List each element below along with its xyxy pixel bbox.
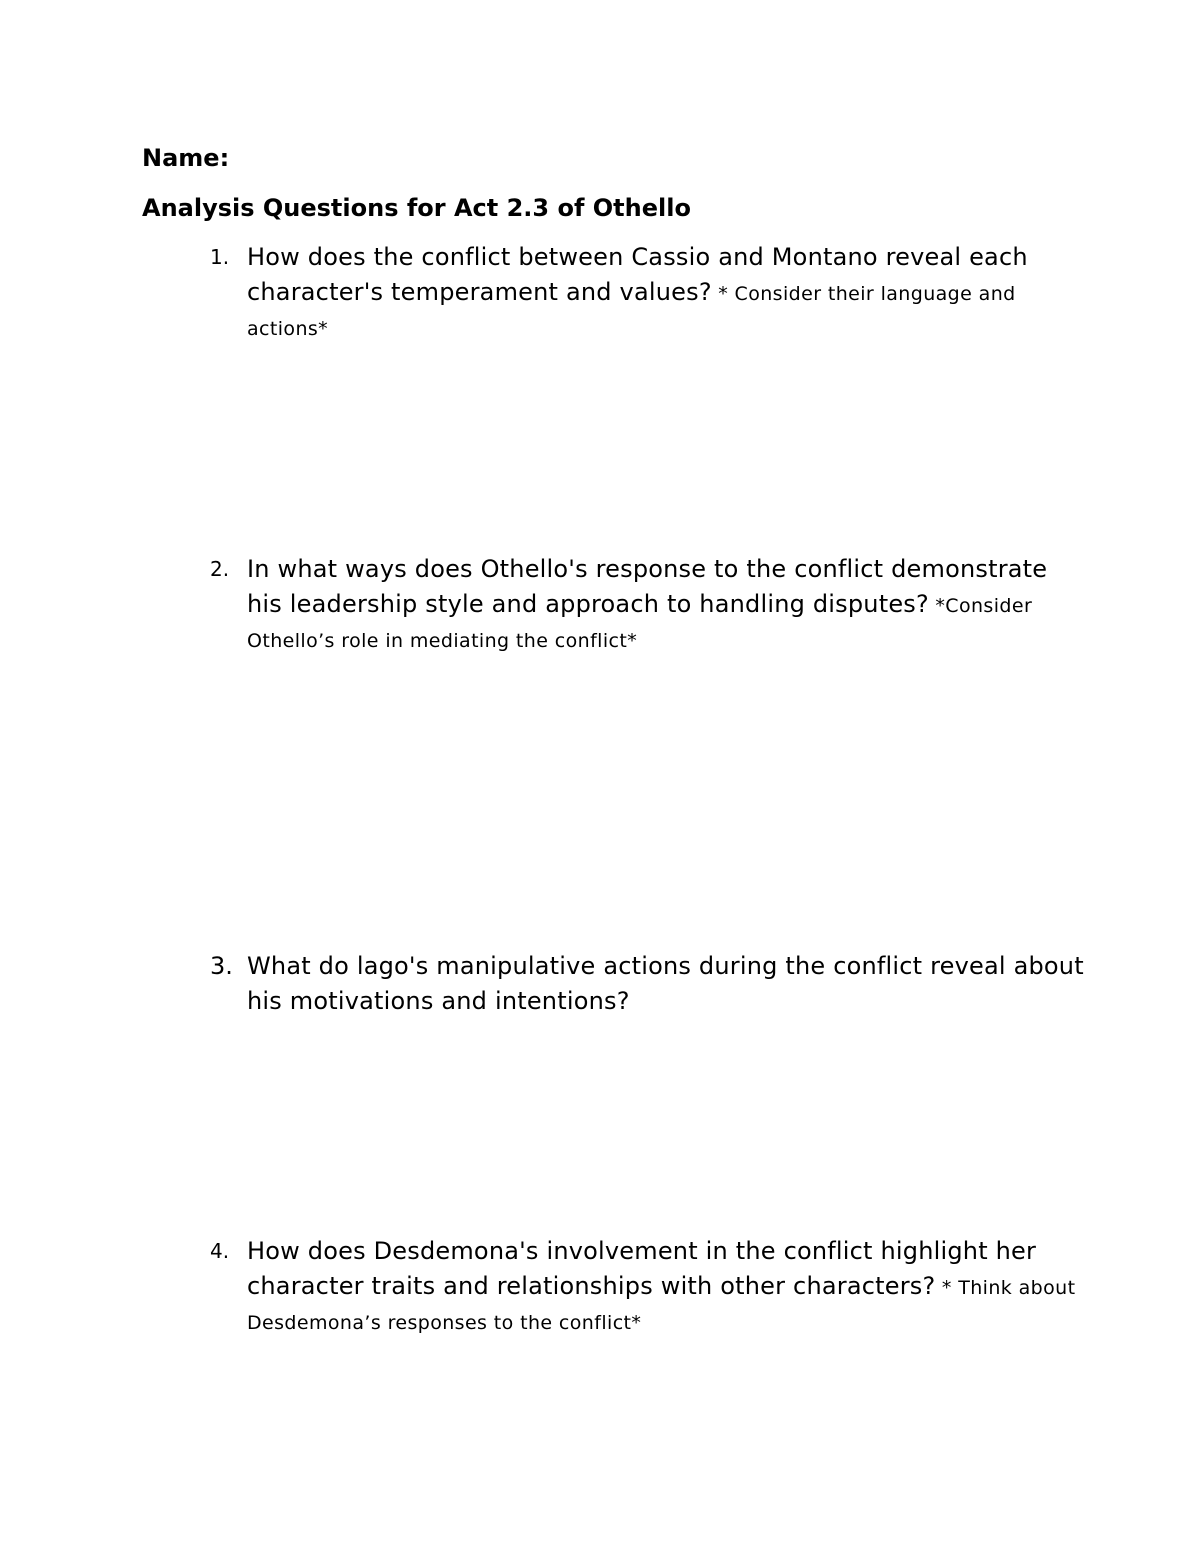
question-number: 3. [210, 952, 233, 980]
question-hint: * Think about Desdemona’s responses to the conflict* [247, 1277, 1076, 1334]
question-text: How does the conflict between Cassio and Montano reveal each character's temperament and values? [247, 243, 1028, 306]
question-text-block [247, 949, 1090, 1019]
question-text: How does Desdemona's involvement in the conflict highlight her character traits and relationships with other characters? [247, 1237, 1037, 1300]
question-text-block [247, 552, 1090, 657]
question-3 [210, 949, 1090, 1019]
question-number: 2. [210, 557, 230, 581]
name-label: Name: [142, 144, 230, 172]
question-hint: *Consider Othello’s role in mediating the conflict* [247, 595, 1033, 652]
question-number: 1. [210, 245, 230, 269]
question-4 [210, 1234, 1090, 1339]
question-2 [210, 552, 1090, 657]
question-1 [210, 240, 1090, 345]
question-hint: * Consider their language and actions* [247, 283, 1016, 340]
question-text: What do lago's manipulative actions during the conflict reveal about his motivations and intentions? [247, 952, 1084, 1015]
question-text: In what ways does Othello's response to the conflict demonstrate his leadership style and approach to handling disputes? [247, 555, 1048, 618]
question-text-block [247, 1234, 1090, 1339]
page-title: Analysis Questions for Act 2.3 of Othello [142, 194, 691, 222]
question-text-block [247, 240, 1090, 345]
question-number: 4. [210, 1239, 230, 1263]
